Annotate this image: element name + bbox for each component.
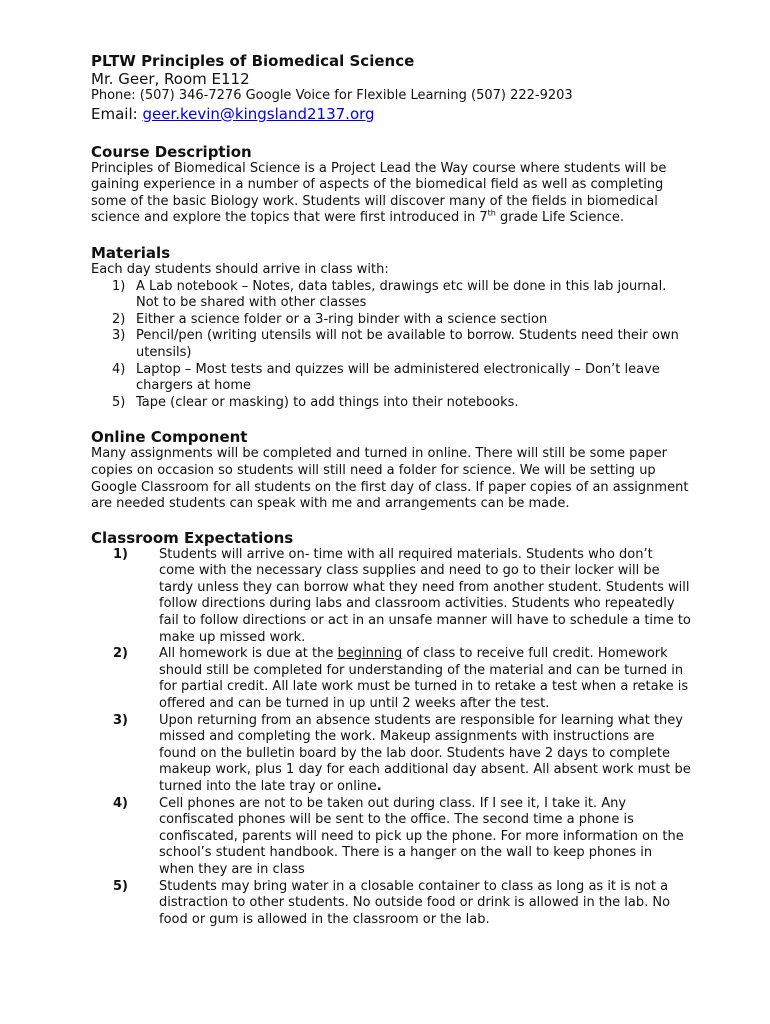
teacher-room: Mr. Geer, Room E112 [91,70,250,88]
course-description-text [91,161,691,227]
ordinal-superscript: th [487,209,496,219]
item-end-period: . [376,779,382,794]
course-description-section [91,143,691,227]
list-item [91,713,691,796]
list-item [91,395,691,412]
item-text: A Lab notebook – Notes, data tables, drawings etc will be done in this lab journal. Not to be shared with other classes [136,278,667,311]
item-text: Either a science folder or a 3-ring binder with a science section [136,311,548,327]
online-section [91,428,691,512]
item-number: 3) [113,712,128,728]
list-item [91,547,691,647]
course-description-heading: Course Description [91,142,252,161]
list-item [91,312,691,329]
list-item [91,362,691,395]
emphasis-beginning: beginning [337,646,403,662]
email-link[interactable]: geer.kevin@kingsland2137.org [142,104,375,123]
item-text: Pencil/pen (writing utensils will not be available to borrow. Students need their own utensils) [136,328,679,360]
item-text: Laptop – Most tests and quizzes will be administered electronically – Don’t leave chargers at home [136,361,660,394]
list-item [91,279,691,312]
item-number: 2) [112,311,126,327]
course-description-body: Principles of Biomedical Science is a Project Lead the Way course where students will be gaining experience in a number of aspects of the biomedical field as well as completing some of the basic Biology work. Students will discover many of the fields in biomedical science and explore the topics that were first introduced in 7 [91,160,667,226]
item-text: Upon returning from an absence students are responsible for learning what they missed and completing the work. Makeup assignments with instructions are found on the bulletin board by the lab door. Students have 2 days to complete makeup work, plus 1 day for each additional day absent. All absent work must be turned into the late tray or online [159,712,691,794]
phone-line: Phone: (507) 346-7276 Google Voice for Flexible Learning (507) 222-9203 [91,88,573,103]
item-number: 3) [112,328,126,344]
item-number: 4) [113,795,128,811]
item-number: 5) [113,878,128,894]
list-item [91,328,691,361]
document-page [91,52,691,928]
materials-list [91,279,691,412]
email-label: Email: [91,104,143,123]
expectations-list [91,547,691,929]
expectations-section [91,529,691,929]
item-number: 1) [112,278,126,294]
email-line [91,105,691,123]
materials-heading: Materials [91,243,171,262]
item-number: 5) [112,394,126,410]
item-text: Students may bring water in a closable container to class as long as it is not a distraction to other students. No outside food or drink is allowed in the lab. No food or gum is allowed in the classroom or the lab. [159,878,671,927]
online-text: Many assignments will be completed and turned in online. There will still be some paper copies on occasion so students will still need a folder for science. We will be setting up Google Classroom for all students on the first day of class. If paper copies of an assignment are needed students can speak with me and arrangements can be made. [91,446,689,512]
item-text-start: All homework is due at the [159,646,338,662]
course-description-end: grade Life Science. [495,210,625,226]
list-item [91,796,691,879]
list-item [91,879,691,929]
materials-intro: Each day students should arrive in class with: [91,261,389,277]
item-text: Tape (clear or masking) to add things into their notebooks. [136,394,519,410]
item-text: Students will arrive on- time with all required materials. Students who don’t come with the necessary class supplies and need to go to their locker will be tardy unless they can borrow what they need from another student. Students will follow directions during labs and classroom activities. Students who repeatedly fail to follow directions or act in an unsafe manner will have to schedule a time to make up missed work. [159,546,691,645]
list-item [91,646,691,712]
document-title: PLTW Principles of Biomedical Science [91,52,415,70]
item-text-end: of class to receive full credit. Homework should still be completed for understanding of the material and can be turned in for partial credit. All late work must be turned in to retake a test when a retake is offered and can be turned in up until 2 weeks after the test. [159,646,689,712]
materials-section [91,244,691,411]
item-text: Cell phones are not to be taken out during class. If I see it, I take it. Any confiscated phones will be sent to the office. The second time a phone is confiscated, parents will need to pick up the phone. For more information on the school’s student handbook. There is a hanger on the wall to keep phones in when they are in class [159,795,684,877]
item-number: 4) [112,361,126,377]
item-number: 2) [113,646,128,662]
online-heading: Online Component [91,428,248,447]
item-number: 1) [113,546,128,562]
expectations-heading: Classroom Expectations [91,528,294,547]
